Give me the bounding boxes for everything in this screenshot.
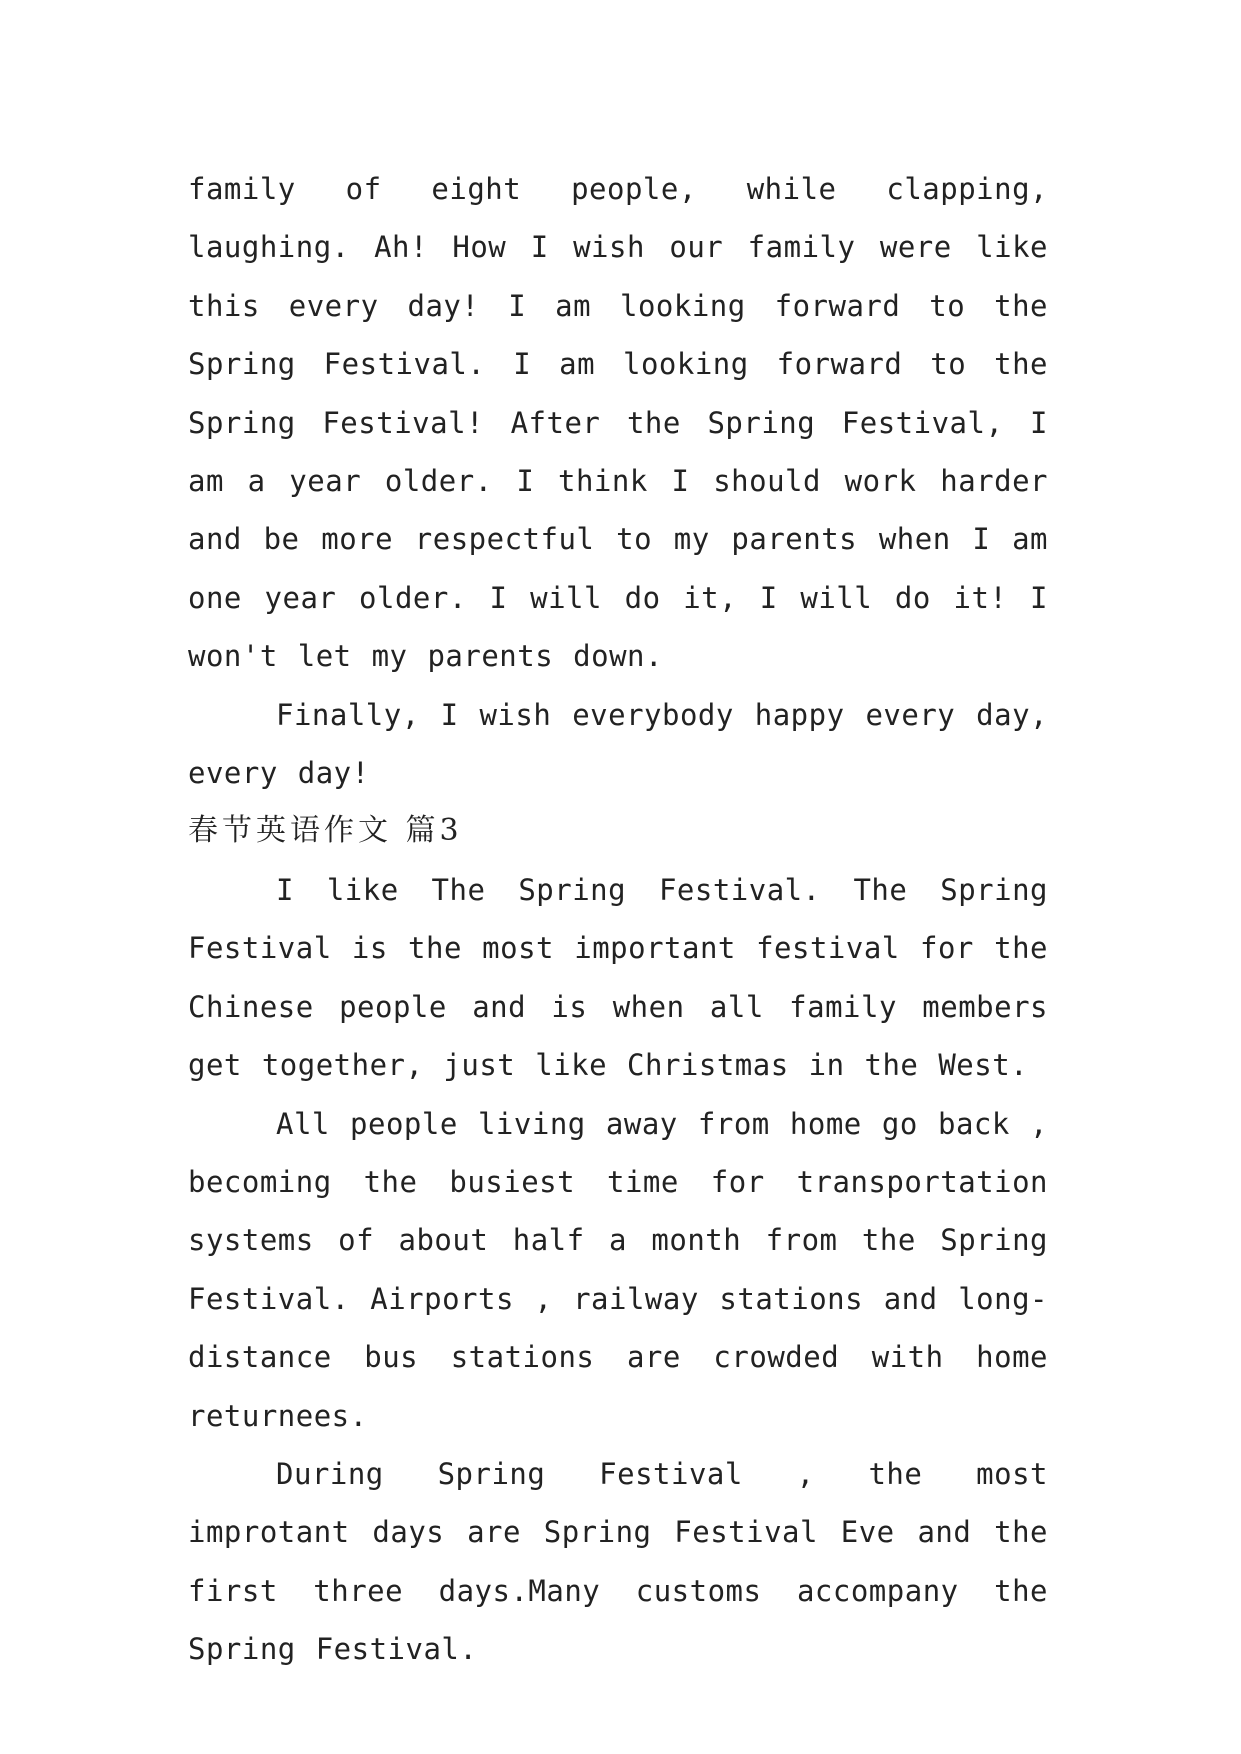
paragraph-continuation: family of eight people, while clapping, laughing. Ah! How I wish our family were like this every day! I am looking forward to the Spring Festival. I am looking forward to the Spring Festival! After the Spring Festival, I am a year older. I think I should work harder and be more respectful to my parents when I am one year older. I will do it, I will do it! I won't let my parents down. <box>188 172 1048 674</box>
paragraph-closing-wish: Finally, I wish everybody happy every day, every day! <box>188 697 1048 791</box>
paragraph-travel: All people living away from home go back , becoming the busiest time for transportation systems of about half a month from the Spring Festival. Airports , railway stations and long-distance bus stations are crowded with home returnees. <box>188 1106 1048 1433</box>
paragraph-customs: During Spring Festival , the most improtant days are Spring Festival Eve and the first three days.Many customs accompany the Spring Festival. <box>188 1456 1048 1667</box>
document-body <box>188 160 1048 1679</box>
paragraph-intro: I like The Spring Festival. The Spring Festival is the most important festival for the Chinese people and is when all family members get together, just like Christmas in the West. <box>188 872 1048 1083</box>
section-heading: 春节英语作文 篇3 <box>188 813 463 849</box>
